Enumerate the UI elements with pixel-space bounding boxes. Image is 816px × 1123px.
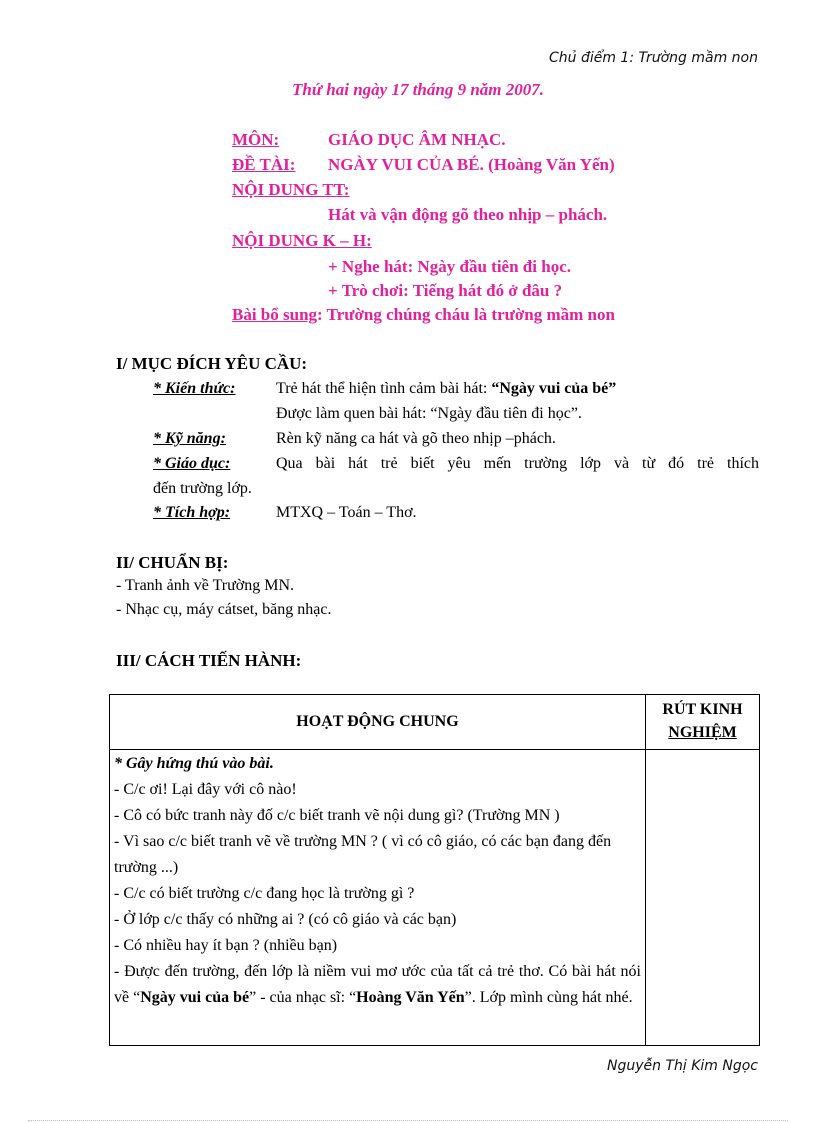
skill-value: Rèn kỹ năng ca hát và gõ theo nhịp –phách. — [276, 430, 556, 447]
header-common-activity: HOẠT ĐỘNG CHUNG — [110, 695, 646, 750]
table-header-row — [110, 695, 760, 750]
activity-line: - Ở lớp c/c thấy có những ai ? (có cô giáo và các bạn) — [114, 911, 457, 928]
lesson-date: Thứ hai ngày 17 tháng 9 năm 2007. — [292, 80, 545, 99]
topic-label: ĐỀ TÀI: — [232, 155, 296, 174]
knowledge-line2: Được làm quen bài hát: “Ngày đầu tiên đi học”. — [276, 405, 582, 422]
education-value: Qua bài hát trẻ biết yêu mến trường lớp và từ đó trẻ thích — [276, 455, 759, 472]
activity-line: - Vì sao c/c biết tranh vẽ về trường MN ? ( vì có cô giáo, có các bạn đang đến trường ...) — [114, 833, 612, 876]
activity-line: - C/c có biết trường c/c đang học là trường gì ? — [114, 885, 415, 902]
education-value-cont: đến trường lớp. — [153, 480, 252, 497]
combined-item: + Nghe hát: Ngày đầu tiên đi học. — [328, 257, 571, 276]
integration-label: * Tích hợp: — [153, 504, 231, 521]
header-experience-line2: NGHIỆM — [668, 724, 737, 741]
activity-content — [110, 750, 646, 1046]
activity-table — [109, 694, 760, 1046]
extra-song-value: : Trường chúng cháu là trường mầm non — [317, 305, 615, 324]
section3-title: III/ CÁCH TIẾN HÀNH: — [116, 651, 302, 670]
main-content-value: Hát và vận động gõ theo nhịp – phách. — [328, 205, 608, 224]
last-text: - Được đến trường, đến lớp là niềm vui mơ ước của tất cả trẻ thơ. Có bài hát nói về “ — [114, 963, 641, 1006]
subject-label: MÔN: — [232, 130, 280, 149]
last-text: ”. Lớp mình cùng hát nhé. — [464, 989, 633, 1006]
song-title: “Ngày vui của bé” — [491, 380, 617, 397]
main-content-label: NỘI DUNG TT: — [232, 180, 350, 199]
education-label: * Giáo dục: — [153, 455, 231, 472]
combined-content-label: NỘI DUNG K – H: — [232, 231, 372, 250]
combined-item: + Trò chơi: Tiếng hát đó ở đâu ? — [328, 281, 563, 300]
activity-line: - Cô có bức tranh này đố c/c biết tranh vẽ nội dung gì? (Trường MN ) — [114, 807, 560, 824]
prep-item: - Nhạc cụ, máy cátset, băng nhạc. — [116, 601, 332, 618]
activity-line: - C/c ơi! Lại đây với cô nào! — [114, 781, 297, 798]
section1-title: I/ MỤC ĐÍCH YÊU CẦU: — [116, 354, 308, 373]
section2-title: II/ CHUẨN BỊ: — [116, 553, 229, 572]
skill-label: * Kỹ năng: — [153, 430, 226, 447]
header-experience-line1: RÚT KINH — [662, 701, 743, 718]
extra-song-line — [232, 305, 615, 325]
activity-line: - Có nhiều hay ít bạn ? (nhiều bạn) — [114, 937, 338, 954]
topic-value: NGÀY VUI CỦA BÉ. (Hoàng Văn Yến) — [328, 155, 615, 174]
last-text: ” - của nhạc sĩ: “ — [249, 989, 357, 1006]
header-experience — [646, 695, 760, 750]
integration-value: MTXQ – Toán – Thơ. — [276, 504, 417, 521]
knowledge-line1 — [276, 380, 616, 398]
knowledge-text: Trẻ hát thể hiện tình cảm bài hát: — [276, 380, 492, 397]
activity-line-last — [114, 959, 641, 1011]
composer-name: Hoàng Văn Yến — [356, 989, 465, 1006]
table-row — [110, 750, 760, 1046]
experience-cell — [646, 750, 760, 1046]
song-title: Ngày vui của bé — [140, 989, 250, 1006]
extra-song-label: Bài bổ sung — [232, 305, 318, 324]
prep-item: - Tranh ảnh về Trường MN. — [116, 577, 295, 594]
subject-value: GIÁO DỤC ÂM NHẠC. — [328, 130, 506, 149]
page-divider — [28, 1120, 788, 1121]
knowledge-label: * Kiến thức: — [153, 380, 236, 397]
intro-heading: * Gây hứng thú vào bài. — [114, 755, 274, 772]
author-footer: Nguyễn Thị Kim Ngọc — [607, 1058, 758, 1074]
topic-header: Chủ điểm 1: Trường mầm non — [548, 50, 758, 66]
